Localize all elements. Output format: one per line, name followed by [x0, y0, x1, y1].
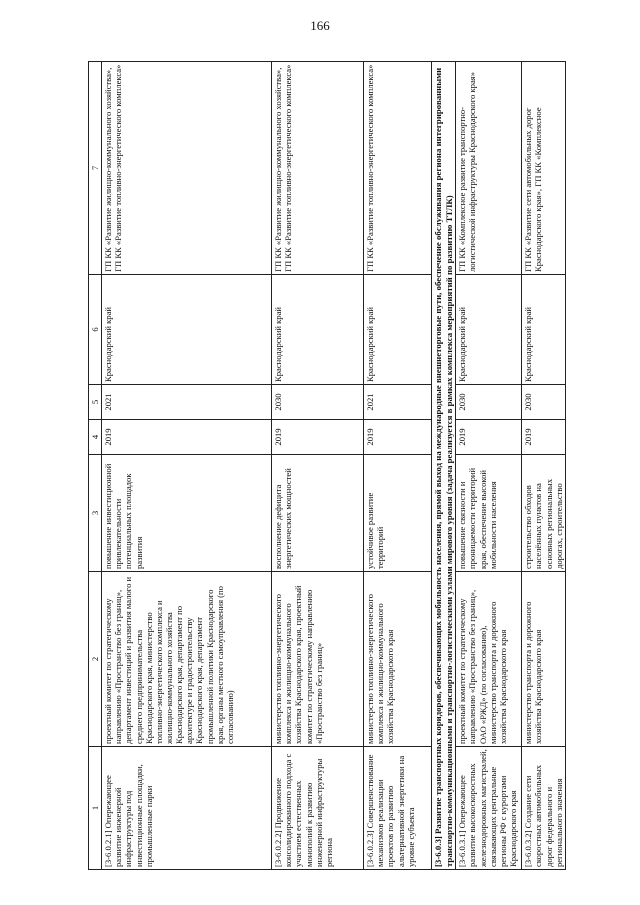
end-year: 2030 [456, 385, 522, 420]
state-program: ГП КК «Комплексное развитие транспортно-логистической инфраструктуры Краснодарского края» [456, 62, 522, 275]
start-year: 2019 [364, 420, 432, 455]
responsible-executors: министерство транспорта и дорожного хозяйства Краснодарского края [522, 572, 566, 747]
state-program: ГП КК «Развитие жилищно-коммунального хозяйства», ГП КК «Развитие топливно-энергетического комплекса» [102, 62, 272, 275]
measure-name: [3-6.0.2.2] Продвижение консолидированного подхода с участием естественных монополий к развитию инженерной инфраструктуры региона [272, 747, 364, 870]
column-header: 7 [89, 62, 102, 275]
table-frame [88, 62, 564, 870]
territory: Краснодарский край [102, 275, 272, 385]
table-row [522, 62, 566, 870]
territory: Краснодарский край [456, 275, 522, 385]
end-year: 2021 [364, 385, 432, 420]
column-header: 3 [89, 455, 102, 572]
column-header: 1 [89, 747, 102, 870]
expected-result: восполнение дефицита энергетических мощностей [272, 455, 364, 572]
end-year: 2030 [272, 385, 364, 420]
state-program: ГП КК «Развитие сети автомобильных дорог Краснодарского края», ГП КК «Комплексное [522, 62, 566, 275]
state-program: ГП КК «Развитие топливно-энергетического комплекса» [364, 62, 432, 275]
expected-result: устойчивое развитие территорий [364, 455, 432, 572]
responsible-executors: проектный комитет по стратегическому направлению «Пространство без границ», департамент инвестиций и развития малого и среднего предпринимательства Краснодарского края, министерство топливно-энергетического комплекса и жилищно-коммунального хозяйства Краснодарского края, департамент по архитектуре и градостроительству Краснодарского края, департамент промышленной политики Краснодарского края, органы местного самоуправления (по согласованию) [102, 572, 272, 747]
table-row [102, 62, 272, 870]
territory: Краснодарский край [272, 275, 364, 385]
section-heading: [3-6.0.3] Развитие транспортных коридоров, обеспечивающих мобильность населения, прямой выход на международные внешнеторговые пути, обеспечение обслуживания региона интегрированными транспортно-коммуникационными и транспортно-логистическими узлами мирового уровня (задача реализуется в рамках комплекса мероприятий по развитию ТТЛК) [432, 62, 456, 870]
column-header: 6 [89, 275, 102, 385]
responsible-executors: министерство топливно-энергетического комплекса и жилищно-коммунального хозяйства Краснодарского края [364, 572, 432, 747]
expected-result: повышение связности и проницаемости территорий края, обеспечение высокой мобильности населения [456, 455, 522, 572]
table-row [456, 62, 522, 870]
responsible-executors: министерство топливно-энергетического комплекса и жилищно-коммунального хозяйства Краснодарского края, проектный комитет по стратегическому направлению «Пространство без границ» [272, 572, 364, 747]
column-header: 5 [89, 385, 102, 420]
start-year: 2019 [102, 420, 272, 455]
responsible-executors: проектный комитет по стратегическому направлению «Пространство без границ», ОАО «РЖД» (по согласованию), министерство транспорта и дорожного хозяйства Краснодарского края [456, 572, 522, 747]
state-program: ГП КК «Развитие жилищно-коммунального хозяйства», ГП КК «Развитие топливно-энергетического комплекса» [272, 62, 364, 275]
territory: Краснодарский край [522, 275, 566, 385]
header-row [89, 62, 102, 870]
column-header: 2 [89, 572, 102, 747]
start-year: 2019 [456, 420, 522, 455]
page-number: 166 [310, 18, 330, 33]
table-row [272, 62, 364, 870]
start-year: 2019 [522, 420, 566, 455]
expected-result: строительство обходов населённых пунктов на основных региональных дорогах, строительство [522, 455, 566, 572]
start-year: 2019 [272, 420, 364, 455]
measures-table [88, 61, 566, 870]
measure-name: [3-6.0.3.1] Опережающее развитие высокоскоростных железнодорожных магистралей, связывающих центральные регионы РФ с курортами Краснодарского края [456, 747, 522, 870]
measure-name: [3-6.0.3.2] Создание сети скоростных автомобильных дорог федерального и регионального значения [522, 747, 566, 870]
column-header: 4 [89, 420, 102, 455]
end-year: 2030 [522, 385, 566, 420]
measure-name: [3-6.0.2.1] Опережающее развитие инженерной инфраструктуры под инвестиционные площадки, промышленные парки [102, 747, 272, 870]
rotated-page-content [88, 62, 564, 870]
section-row [432, 62, 456, 870]
end-year: 2021 [102, 385, 272, 420]
expected-result: повышение инвестиционной привлекательности потенциальных площадок развития [102, 455, 272, 572]
territory: Краснодарский край [364, 275, 432, 385]
table-row [364, 62, 432, 870]
measure-name: [3-6.0.2.3] Совершенствование механизмов реализации проектов по развитию альтернативной энергетики на уровне субъекта [364, 747, 432, 870]
